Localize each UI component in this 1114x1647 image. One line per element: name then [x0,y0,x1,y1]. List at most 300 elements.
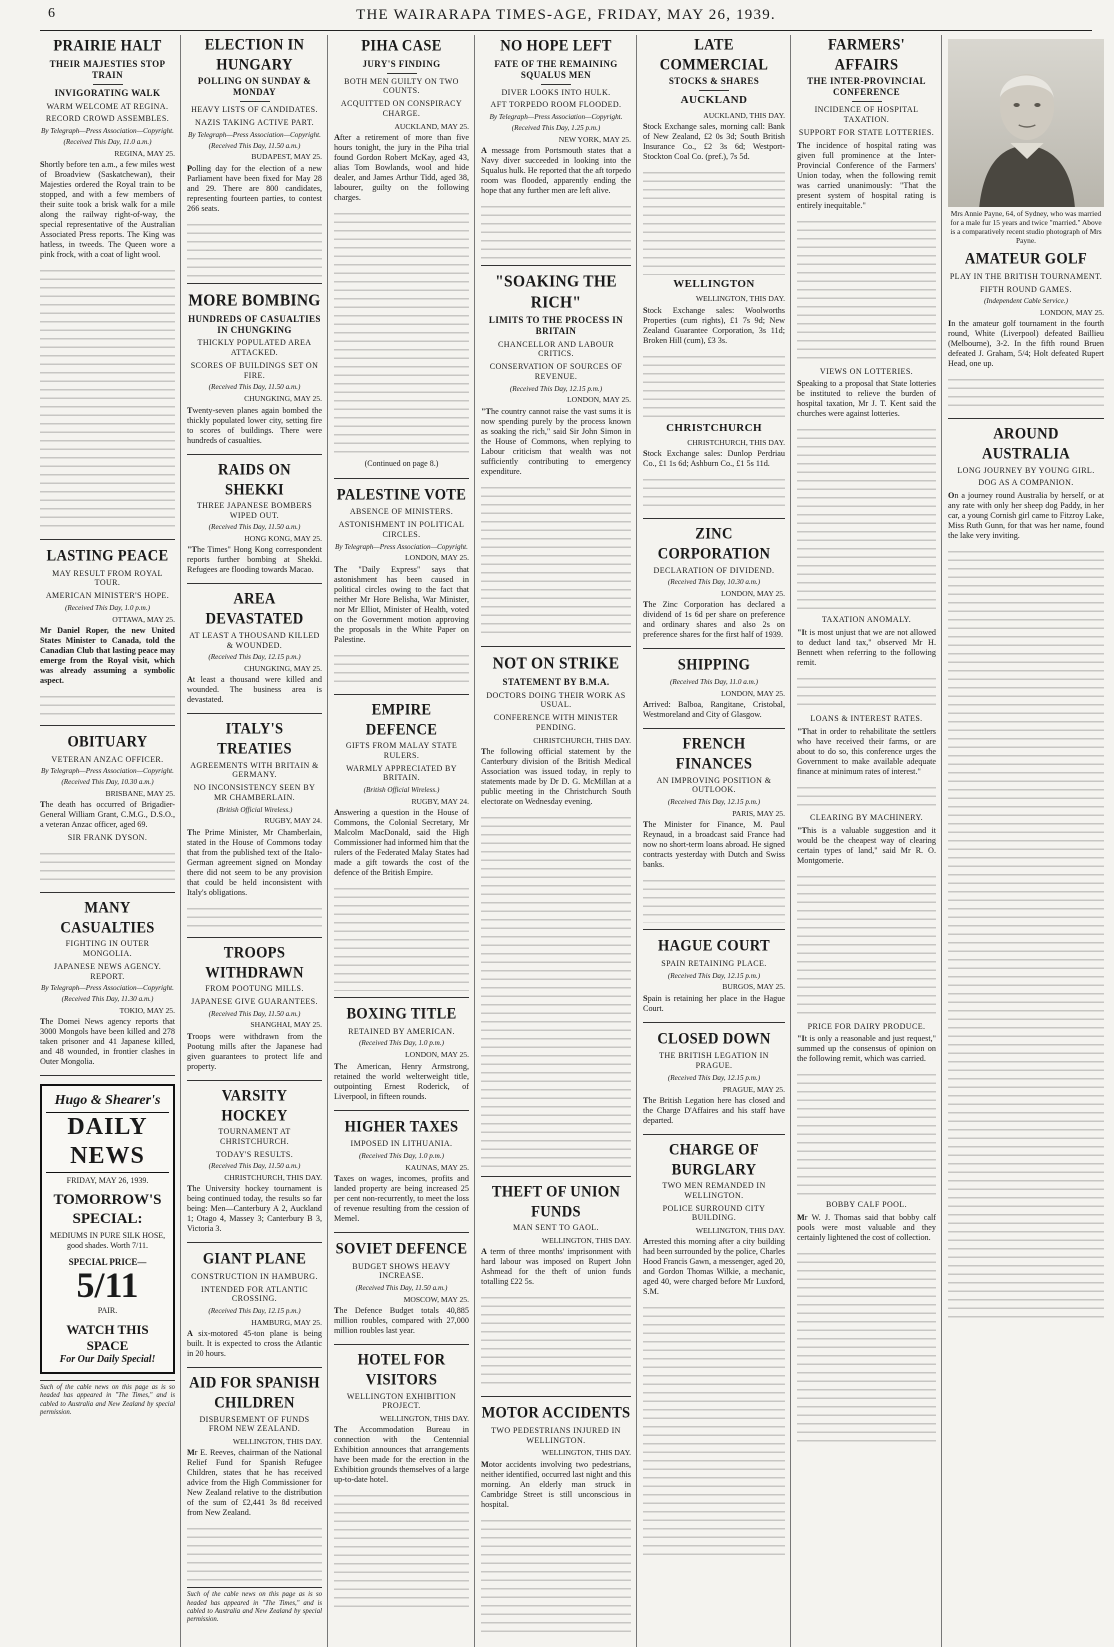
dateline: WELLINGTON, THIS DAY. [695,1226,785,1236]
subheadline: POLLING ON SUNDAY & MONDAY [197,76,312,98]
body-text-lines [187,217,322,277]
article-body: Speaking to a proposal that State lotteries be instituted to relieve the burden of hospital taxation, Mr J. T. Kent said the churches were against lotteries. [797,379,936,419]
received-line: (British Official Wireless.) [363,786,440,794]
headline: AID FOR SPANISH CHILDREN [189,1374,320,1412]
article-troops-withdrawn [187,943,322,1081]
headline: GIANT PLANE [202,1250,307,1269]
headline: LATE COMMERCIAL [659,35,769,74]
article-more-bombing [187,292,322,455]
body-text-lines [948,372,1104,412]
subheadline: WELLINGTON [673,278,755,290]
subheadline: THE BRITISH LEGATION IN PRAGUE. [659,1051,769,1070]
body-text-lines [797,1067,936,1197]
subheadline: BUDGET SHOWS HEAVY INCREASE. [352,1261,451,1281]
article-body: The Zinc Corporation has declared a dividend of 1s 6d per share on preference and ordinary shares and also 2s on preference shares for the first half of 1939. [643,600,785,640]
subheadline: HUNDREDS OF CASUALTIES IN CHUNGKING [188,313,321,335]
column-2 [187,35,328,1647]
page-number: 6 [48,6,55,21]
dateline: LONDON, MAY 25. [405,553,469,563]
photo-caption: Mrs Annie Payne, 64, of Sydney, who was married for a male fur 15 years and twice "married." Above is a comparatively recent studio photograph of Mrs Payne. [950,209,1102,246]
article-french-finances [643,737,785,930]
article-prairie-halt [40,38,175,540]
body-text-lines [481,199,631,259]
headline: AMATEUR GOLF [964,250,1088,268]
body-text-lines [643,165,785,275]
article-italys-treaties [187,722,322,937]
dateline: KAUNAS, MAY 25. [405,1162,469,1172]
subheadline: GIFTS FROM MALAY STATE RULERS. [345,741,458,760]
headline: FARMERS' AFFAIRS [827,35,906,74]
headline: PRAIRIE HALT [53,36,162,55]
article-shipping [643,657,785,729]
headline: CHARGE OF BURGLARY [668,1140,760,1179]
subheadline: FATE OF THE REMAINING SQUALUS MEN [494,58,618,80]
headline: ELECTION IN HUNGARY [204,35,305,74]
masthead [40,0,1092,31]
body-text-lines [481,1290,631,1390]
subheadline: DECLARATION OF DIVIDEND. [653,565,775,575]
article-body: Spain is retaining her place in the Hague Court. [643,993,785,1013]
section-heading: TAXATION ANOMALY. [821,615,912,625]
article-area-devastated [187,592,322,714]
body-text-lines [643,472,785,512]
subheadline: DIVER LOOKS INTO HULK. [501,87,611,97]
received-line: (Independent Cable Service.) [983,297,1069,306]
section-heading: VIEWS ON LOTTERIES. [819,366,914,376]
body-text-lines [643,1300,785,1560]
subheadline: CHRISTCHURCH [666,421,762,434]
article-body: Mr Daniel Roper, the new United States Minister to Canada, told the Canadian Club that lasting peace may emerge from the Royal visit, which was already assuming a symbolic aspect. [40,625,175,685]
headline: NO HOPE LEFT [500,36,612,55]
dateline: CHRISTCHURCH, THIS DAY. [687,438,785,448]
article-boxing-title [334,1006,469,1110]
subheadline: FIFTH ROUND GAMES. [980,284,1072,294]
body-text-lines [187,901,322,931]
article-body: Twenty-seven planes again bombed the thickly populated lower city, setting fire to scores of buildings. There were hundreds of casualties. [187,405,322,445]
column-3 [334,35,475,1647]
headline: EMPIRE DEFENCE [365,700,438,739]
article-body: Stock Exchange sales: Woolworths Properties (cum rights), £1 7s 9d; New Zealand Guarantee Corporation, 3s 11d; Broken Hill (cum), £3 3s. [643,305,785,345]
article-raids-shekki [187,460,322,585]
received-line: (Received This Day, 10.30 a.m.) [61,778,154,787]
dateline: CHRISTCHURCH, THIS DAY. [224,1173,322,1183]
headline: MORE BOMBING [188,290,321,310]
article-body: A six-motored 45-ton plane is being built. It is expected to cross the Atlantic in 20 hours. [187,1329,322,1359]
body-text-lines [797,422,936,612]
subheadline: THEIR MAJESTIES STOP TRAIN [49,58,166,80]
subheadline: TODAY'S RESULTS. [215,1149,294,1159]
body-text-lines [797,214,936,364]
credit-line: By Telegraph—Press Association—Copyright. [41,767,174,776]
ad-price: 5/11 [76,1265,139,1306]
received-line: (Received This Day, 1.0 p.m.) [64,603,151,612]
credit-line: By Telegraph—Press Association—Copyright. [335,542,468,551]
dateline: LONDON, MAY 25. [405,1050,469,1060]
column-6 [797,35,942,1647]
dateline: WELLINGTON, THIS DAY. [541,1235,631,1245]
article-body: Polling day for the election of a new Parliament have been fixed for May 28 and 29. There are 800 candidates, representing fourteen parties, to contest 266 seats. [187,163,322,213]
dateline: BURGOS, MAY 25. [722,982,785,992]
subheadline: DISBURSEMENT OF FUNDS FROM NEW ZEALAND. [199,1414,310,1434]
article-body: Answering a question in the House of Commons, the Colonial Secretary, Mr Malcolm MacDonald, said the High Commissioner had informed him that the rulers of the Federated Malay States had made a gift towards the cost of the defence of the British Empire. [334,808,469,878]
subheadline: HEAVY LISTS OF CANDIDATES. [191,105,318,115]
article-body: Arrived: Balboa, Rangitane, Cristobal, Westmoreland and City of Glasgow. [643,700,785,720]
article-body: The incidence of hospital rating was given full prominence at the Inter-Provincial Conference of the Farmers' Union today, when the following remit was carried unanimously: "That the present system of hospital rating is entirely inequitable." [797,140,936,210]
body-text-lines [481,480,631,640]
article-closed-down [643,1031,785,1135]
article-body: Mr E. Reeves, chairman of the National Relief Fund for Spanish Refugee Children, states that he has received advice from the High Commissioner for New Zealand relative to the distribution of the sum of £2,441 3s 8d received from New Zealand. [187,1448,322,1518]
subheadline: SUPPORT FOR STATE LOTTERIES. [798,127,935,137]
dateline: REGINA, MAY 25. [114,148,175,158]
ad-footer: WATCH THIS SPACE [66,1322,149,1354]
article-many-casualties [40,898,175,1076]
dateline: RUGBY, MAY 24. [264,816,322,826]
article-theft-union-funds [481,1182,631,1397]
article-body: A message from Portsmouth states that a Navy diver succeeded in looking into the Squalus hulk. He reported that the aft torpedo room was flooded, apparently ending the hope that any further men are left alive. [481,145,631,195]
subheadline: AN IMPROVING POSITION & OUTLOOK. [656,775,772,795]
article-amateur-golf [948,251,1104,419]
article-body: Troops were withdrawn from the Pootung mills after the Japanese had given guarantees to protect life and property. [187,1031,322,1071]
article-body: A term of three months' imprisonment with hard labour was imposed on Rupert John Ashmead for the theft of union funds totalling £22 5s. [481,1247,631,1287]
body-text-lines [40,263,175,533]
article-body: "It is most unjust that we are not allowed to deduct land tax," observed Mr H. Bennett when referring to the following remit. [797,628,936,668]
received-line: (Received This Day, 11.50 a.m.) [208,141,301,150]
subheadline: AT LEAST A THOUSAND KILLED & WOUNDED. [189,630,320,650]
subheadline: THREE JAPANESE BOMBERS WIPED OUT. [196,500,313,520]
headline: VARSITY HOCKEY [221,1086,288,1125]
subheadline: TWO PEDESTRIANS INJURED IN WELLINGTON. [491,1425,621,1445]
article-no-hope-left [481,38,631,266]
headline: CLOSED DOWN [657,1029,771,1048]
column-7 [948,35,1104,1647]
column-1 [40,35,181,1647]
ad-footer-sub: For Our Daily Special! [59,1353,156,1365]
headline: OBITUARY [67,732,148,751]
dateline: WELLINGTON, THIS DAY. [379,1414,469,1424]
body-text-lines [481,810,631,1170]
dateline: RUGBY, MAY 24. [411,796,469,806]
subheadline: NO INCONSISTENCY SEEN BY MR CHAMBERLAIN. [193,783,316,802]
masthead-title: THE WAIRARAPA TIMES-AGE, FRIDAY, MAY 26, 1939. [356,6,776,23]
headline: "SOAKING THE RICH" [495,271,617,312]
received-line: (Received This Day, 12.15 p.m.) [667,798,761,807]
subheadline: LONG JOURNEY BY YOUNG GIRL. [957,465,1095,475]
rule [852,101,882,102]
received-line: (Received This Day, 11.50 a.m.) [208,383,301,392]
received-line: (Received This Day, 10.30 a.m.) [667,578,761,587]
subheadline: CONSERVATION OF SOURCES OF REVENUE. [489,362,623,381]
section-heading: PRICE FOR DAIRY PRODUCE. [807,1021,926,1031]
dateline: CHRISTCHURCH, THIS DAY. [533,735,631,745]
subheadline: CHANCELLOR AND LABOUR CRITICS. [498,339,614,359]
article-body: Motor accidents involving two pedestrians, neither identified, occurred last night and this morning. An elderly man struck in Cambridge Street is still unconscious in hospital. [481,1459,631,1509]
body-text-lines [334,206,469,456]
subheadline: MAY RESULT FROM ROYAL TOUR. [52,568,163,588]
dateline: SHANGHAI, MAY 25. [250,1020,322,1030]
headline: SHIPPING [677,656,751,675]
body-text-lines [643,349,785,419]
article-motor-accidents [481,1405,631,1638]
subheadline: DOG AS A COMPANION. [978,478,1074,488]
article-hotel-visitors [334,1353,469,1614]
headline: PIHA CASE [361,36,442,55]
subheadline: BOTH MEN GUILTY ON TWO COUNTS. [344,76,459,96]
dateline: WELLINGTON, THIS DAY. [232,1437,322,1447]
subheadline: ABSENCE OF MINISTERS. [349,507,454,517]
headline: NOT ON STRIKE [492,653,620,673]
article-body: The Prime Minister, Mr Chamberlain, stated in the House of Commons today that from the published text of the Italo-German agreement signed on Monday there did not seem to be any provision that could be held inconsistent with Italy's obligations. [187,827,322,897]
article-body: Arrested this morning after a city building had been surrounded by the police, Charles Hood Francis Gawn, a messenger, aged 20, and Gordon Thomas Wilkie, a mechanic, aged 40, were charged before Mr Luxford, S.M. [643,1237,785,1297]
article-higher-taxes [334,1119,469,1233]
dateline: MOSCOW, MAY 25. [403,1294,469,1304]
article-body: The Minister for Finance, M. Paul Reynaud, in a broadcast said France had now no short-term loans abroad. He signed contracts yesterday with Dutch and Swiss banks. [643,820,785,870]
subheadline: AMERICAN MINISTER'S HOPE. [45,591,170,601]
article-body: "This is a valuable suggestion and it would be the cheapest way of clearing certain types of land," said Mr R. O. Montgomerie. [797,825,936,865]
article-farmers-affairs [797,35,936,1452]
article-hague-court [643,938,785,1022]
subheadline: POLICE SURROUND CITY BUILDING. [662,1203,766,1223]
subheadline: RECORD CROWD ASSEMBLES. [45,114,170,124]
dateline: LONDON, MAY 25. [1040,308,1104,318]
dateline: PRAGUE, MAY 25. [722,1084,785,1094]
headline: MANY CASUALTIES [60,898,155,937]
received-line: (Received This Day, 12.15 p.m.) [509,384,603,393]
body-text-lines [797,1246,936,1446]
dateline: LONDON, MAY 25. [721,688,785,698]
article-varsity-hockey [187,1086,322,1244]
article-body: "That in order to rehabilitate the settlers who have received their farms, or are about to do so, this conference urges the Government to make available adequate finance at minimum rates of interest." [797,726,936,776]
subheadline: SCORES OF BUILDINGS SET ON FIRE. [190,360,319,380]
subheadline: JURY'S FINDING [362,58,441,69]
dateline: WELLINGTON, THIS DAY. [541,1448,631,1458]
received-line: (Received This Day, 11.50 a.m.) [208,1009,301,1018]
dateline: TOKIO, MAY 25. [119,1005,175,1015]
subheadline: THICKLY POPULATED AREA ATTACKED. [197,338,312,358]
credit-line: By Telegraph—Press Association—Copyright. [41,127,174,136]
body-text-lines [797,671,936,711]
headline: BOXING TITLE [346,1004,457,1023]
headline: THEFT OF UNION FUNDS [491,1182,621,1221]
headline: HOTEL FOR VISITORS [357,1351,446,1389]
headline: FRENCH FINANCES [675,735,753,773]
ad-item: MEDIUMS IN PURE SILK HOSE, good shades. Worth 7/11. [49,1231,166,1250]
subheadline: INVIGORATING WALK [54,87,161,98]
section-heading: CLEARING BY MACHINERY. [809,812,924,822]
dateline: LONDON, MAY 25. [721,589,785,599]
column-4 [481,35,637,1647]
body-text-lines [334,1488,469,1608]
body-text-lines [948,544,1104,1324]
ad-brand: Hugo & Shearer's [54,1093,161,1109]
dateline: LONDON, MAY 25. [567,395,631,405]
subheadline: TWO MEN REMANDED IN WELLINGTON. [662,1181,766,1200]
subheadline: AUCKLAND [680,94,748,107]
subheadline: AGREEMENTS WITH BRITAIN & GERMANY. [190,760,319,780]
article-obituary [40,734,175,893]
ad-special-label: SPECIAL PRICE— [68,1256,147,1267]
headline: ZINC CORPORATION [657,525,771,563]
headline: RAIDS ON SHEKKI [218,460,291,499]
dateline: BRISBANE, MAY 25. [105,788,175,798]
dateline: WELLINGTON, THIS DAY. [695,294,785,304]
received-line: (Received This Day, 11.30 a.m.) [61,995,154,1004]
received-line: (Received This Day, 12.15 p.m.) [667,1073,761,1082]
subheadline: ASTONISHMENT IN POLITICAL CIRCLES. [338,520,465,539]
received-line: (Received This Day, 12.15 p.m.) [208,1307,301,1316]
article-body: At least a thousand were killed and wounded. The business area is devastated. [187,675,322,705]
headline: PALESTINE VOTE [336,485,467,504]
subheadline: JAPANESE GIVE GUARANTEES. [191,996,318,1006]
subheadline: THE INTER-PROVINCIAL CONFERENCE [807,76,926,98]
body-text-lines [797,869,936,1019]
article-body: The Accommodation Bureau in connection with the Centennial Exhibition announces that arrangements have been made for the erection in the Exhibition grounds themselves of a large up-to-date hotel. [334,1425,469,1485]
ad-title: DAILY NEWS [46,1112,169,1173]
credit-line: By Telegraph—Press Association—Copyright. [41,984,174,993]
article-body: The following official statement by the Canterbury division of the British Medical Association was issued today, in reply to statements made by Dr D. G. McMillan at a public meeting in the Christchurch South electorate on Wednesday evening. [481,746,631,806]
section-heading: BOBBY CALF POOL. [825,1200,907,1210]
subheadline: NAZIS TAKING ACTIVE PART. [195,118,314,128]
subheadline: JAPANESE NEWS AGENCY. REPORT. [53,961,162,981]
article-body: The British Legation here has closed and the Charge D'Affaires and his staff have departed. [643,1095,785,1125]
article-body: The death has occurred of Brigadier-General William Grant, C.M.G., D.S.O., a veteran Anzac officer, aged 69. [40,800,175,830]
body-text-lines [40,846,175,886]
article-lasting-peace [40,548,175,726]
article-aid-spanish-children [187,1376,322,1630]
body-text-lines [334,648,469,688]
received-line: (Received This Day, 11.0 a.m.) [669,678,759,687]
ad-unit: PAIR. [97,1306,118,1316]
subheadline: WARMLY APPRECIATED BY BRITAIN. [346,763,457,783]
portrait-photo [948,39,1104,207]
subheadline: ACQUITTED ON CONSPIRACY CHARGE. [340,99,463,118]
article-not-on-strike [481,655,631,1177]
body-text-lines [334,881,469,991]
subheadline: FROM POOTUNG MILLS. [205,984,304,994]
rule [699,90,729,91]
dateline: NEW YORK, MAY 25. [558,134,631,144]
received-line: (Received This Day, 1.25 p.m.) [511,123,601,132]
dateline: PARIS, MAY 25. [732,808,785,818]
article-empire-defence [334,700,469,998]
article-body: The Domei News agency reports that 3000 Mongols have been killed and 278 taken prisoner and 41 Japanese killed, and 48 wounded, in frontier clashes in Outer Mongolia. [40,1017,175,1067]
subheadline: AFT TORPEDO ROOM FLOODED. [490,100,622,110]
article-body: The American, Henry Armstrong, retained the world welterweight title, outpointing Ernest Roderick, of Liverpool, in fifteen rounds. [334,1061,469,1101]
headline: HAGUE COURT [658,937,770,955]
subheadline: FIGHTING IN OUTER MONGOLIA. [65,939,150,958]
article-body: Mr W. J. Thomas said that bobby calf pools were most valuable and they certainly lightened the cost of collection. [797,1213,936,1243]
dateline: HONG KONG, MAY 25. [244,534,322,544]
rule [387,73,417,74]
article-body: After a retirement of more than five hours tonight, the jury in the Piha trial found Gordon Robert McKay, aged 43, alias Tom Bowlands, wool and hide dealer, and James Arthur Tidd, aged 38, labourer, guilty on the following charges. [334,132,469,202]
subheadline: SIR FRANK DYSON. [67,833,148,843]
subheadline: INTENDED FOR ATLANTIC CROSSING. [200,1284,309,1304]
headline: SOVIET DEFENCE [335,1239,468,1258]
dateline: AUCKLAND, MAY 25. [394,121,469,131]
article-giant-plane [187,1251,322,1368]
dateline: HAMBURG, MAY 25. [251,1318,322,1327]
rule [541,84,571,85]
subheadline: CONFERENCE WITH MINISTER PENDING. [493,713,619,732]
ad-date: FRIDAY, MAY 26, 1939. [66,1175,149,1185]
body-text-lines [643,873,785,923]
headline: AREA DEVASTATED [205,590,304,629]
article-body: Taxes on wages, incomes, profits and landed property are being increased 25 per cent non-recurrently, to meet the loss of revenue resulting from the cession of Memel. [334,1173,469,1223]
rule [93,84,123,85]
headline: AROUND AUSTRALIA [981,425,1071,463]
article-soaking-the-rich [481,271,631,647]
subheadline: STOCKS & SHARES [668,76,760,87]
received-line: (Received This Day, 1.0 p.m.) [358,1039,445,1048]
subheadline: PLAY IN THE BRITISH TOURNAMENT. [949,271,1103,281]
received-line: (Received This Day, 11.0 a.m.) [63,137,152,146]
column-5 [643,35,791,1647]
article-around-australia [948,427,1104,1330]
article-late-commercial [643,35,785,519]
headline: LASTING PEACE [46,546,169,565]
article-soviet-defence [334,1241,469,1345]
body-text-lines [481,1513,631,1633]
section-heading: LOANS & INTEREST RATES. [810,714,923,724]
dateline: CHUNGKING, MAY 25. [244,394,322,404]
received-line: (British Official Wireless.) [216,805,293,814]
dateline: AUCKLAND, THIS DAY. [703,110,785,120]
dateline: BUDAPEST, MAY 25. [251,152,322,162]
article-body: The Defence Budget totals 40,885 million roubles, compared with 27,000 million roubles last year. [334,1306,469,1336]
body-text-lines [797,780,936,810]
article-body: "The Times" Hong Kong correspondent reports further bombing at Shekki. Refugees are flooding towards Macao. [187,545,322,575]
subheadline: VETERAN ANZAC OFFICER. [51,754,164,764]
subheadline: CONSTRUCTION IN HAMBURG. [191,1271,318,1281]
received-line: (Received This Day, 12.15 p.m.) [208,653,301,662]
cable-notice: Such of the cable news on this page as is so headed has appeared in "The Times," and is cabled to Australia and New Zealand by special permission. [187,1587,322,1624]
credit-line: By Telegraph—Press Association—Copyright. [188,130,321,139]
subheadline: SPAIN RETAINING PLACE. [661,958,767,968]
rule [240,101,270,102]
received-line: (Received This Day, 11.50 a.m.) [208,523,301,532]
headline: MOTOR ACCIDENTS [481,1404,631,1423]
article-body: On a journey round Australia by herself, or at any rate with only her sheep dog Paddy, in her car, a young Cornish girl came to Fitzroy Lake, Miss Ruth Gunn, for that was her name, found the lake very inviting. [948,491,1104,541]
article-body: The "Daily Express" says that astonishment has been caused in political circles owing to the fact that neither Mr Hore Belisha, War Minister, nor Mr Elliot, Minister of Health, voted on the Government motion approving the proposals in the White Paper on Palestine. [334,564,469,644]
received-line: (Received This Day, 11.50 a.m.) [355,1284,448,1293]
credit-line: By Telegraph—Press Association—Copyright. [489,113,623,122]
article-zinc-corporation [643,527,785,649]
article-body: "The country cannot raise the vast sums it is now spending purely by the process known as soaking the rich," said Sir John Simon in the House of Commons, when replying to Labour criticism that wealth was not sufficiently contributing to emergency expenditure. [481,406,631,476]
article-piha-case [334,38,469,479]
subheadline: TOURNAMENT AT CHRISTCHURCH. [218,1127,291,1146]
body-text-lines [40,689,175,719]
headline: ITALY'S TREATIES [217,720,292,758]
subheadline: IMPOSED IN LITHUANIA. [350,1139,453,1149]
subheadline: WELLINGTON EXHIBITION PROJECT. [346,1391,457,1411]
advertisement-daily-news [40,1084,175,1374]
article-palestine-vote [334,487,469,695]
body-text-lines [187,1521,322,1581]
article-body: Stock Exchange sales, morning call: Bank of New Zealand, £2 0s 3d; South British Insurance Co., £2 3s 6d; Westport-Stockton Coal Co. (pref.), 7s 5d. [643,122,785,161]
article-body: "It is only a reasonable and just request," summed up the consensus of opinion on the following remit, which was carried. [797,1034,936,1064]
cable-notice: Such of the cable news on this page as is so headed has appeared in "The Times," and is cabled to Australia and New Zealand by special permission. [40,1380,175,1417]
subheadline: INCIDENCE OF HOSPITAL TAXATION. [814,105,919,125]
subheadline: RETAINED BY AMERICAN. [348,1026,455,1036]
dateline: CHUNGKING, MAY 25. [244,664,322,674]
article-body: Stock Exchange sales: Dunlop Perdriau Co., £1 1s 6d; Ashburn Co., £1 5s 11d. [643,449,785,469]
received-line: (Received This Day, 12.15 p.m.) [667,971,761,980]
headline: HIGHER TAXES [344,1117,459,1136]
continued-note: (Continued on page 8.) [364,458,439,468]
article-charge-of-burglary [643,1140,785,1567]
article-body: The University hockey tournament is being continued today, the results so far being: Men—Canterbury A 2, Auckland 1; Otago 4, Massey 3; Canterbury B 3, Victoria 3. [187,1184,322,1234]
received-line: (Received This Day, 11.50 a.m.) [208,1162,301,1171]
subheadline: WARM WELCOME AT REGINA. [46,101,169,111]
